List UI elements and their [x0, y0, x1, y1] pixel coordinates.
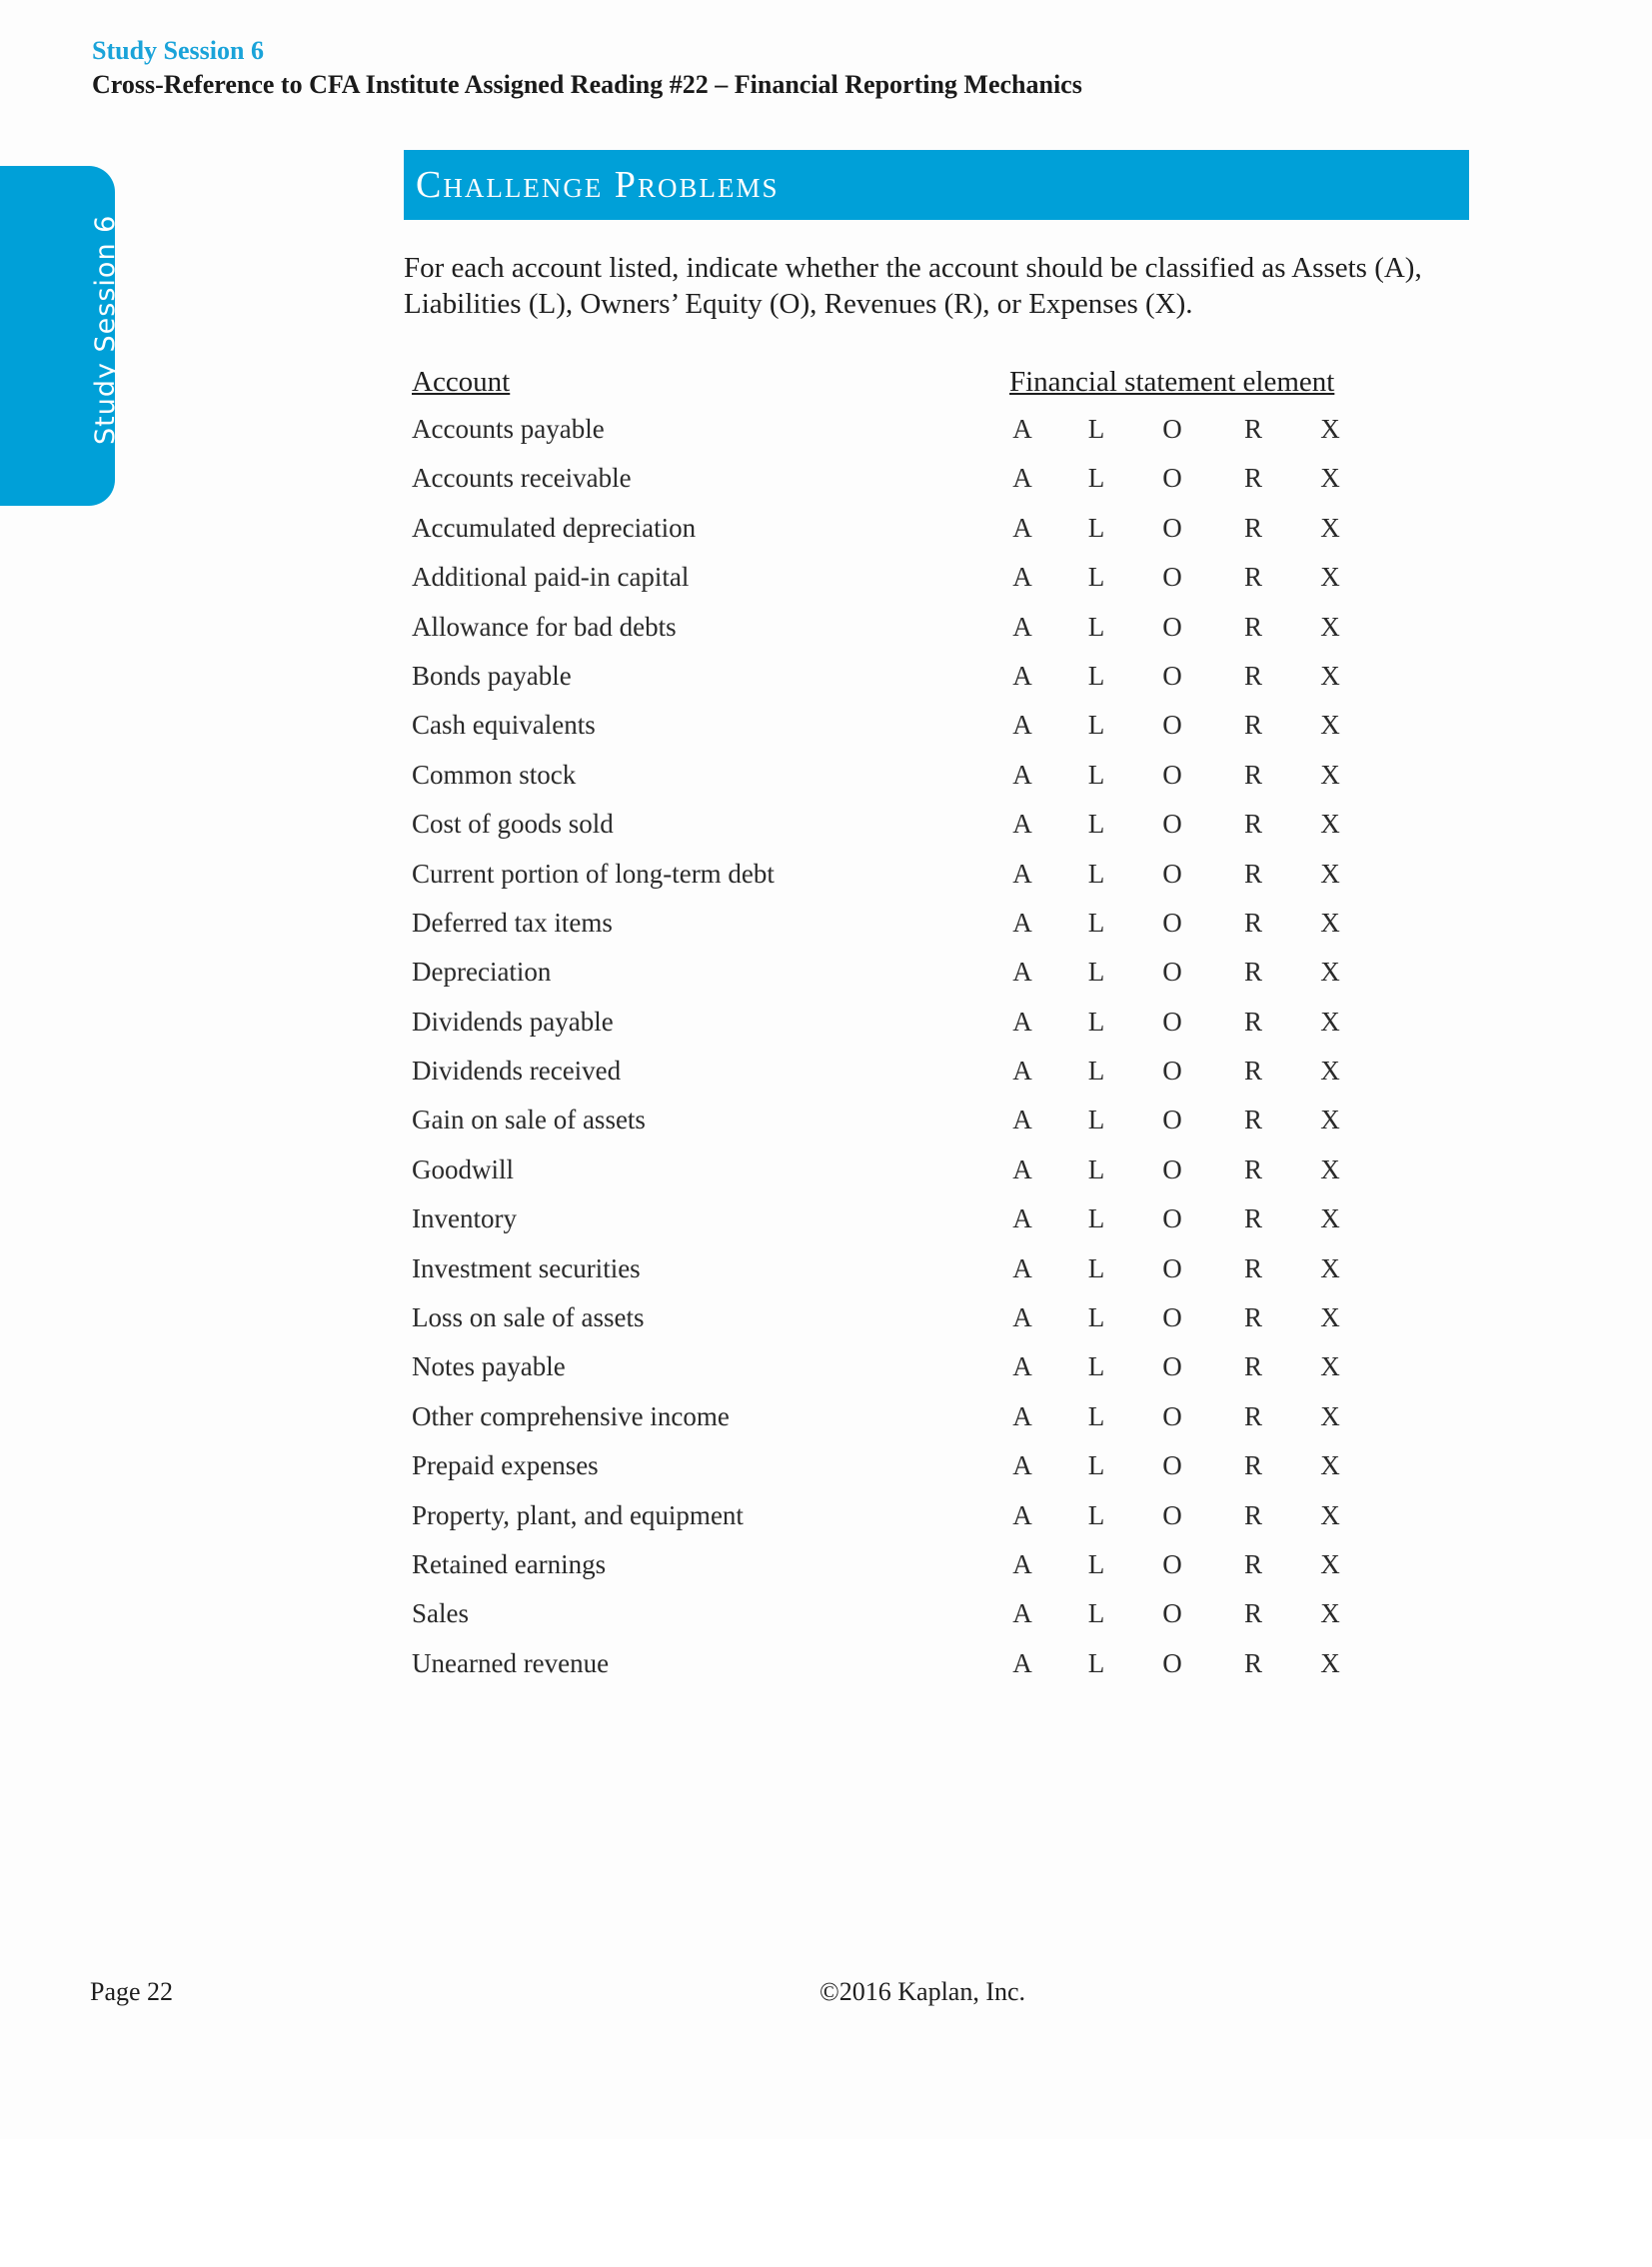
option-x[interactable]: X [1320, 1302, 1340, 1333]
option-o[interactable]: O [1162, 710, 1182, 741]
option-o[interactable]: O [1162, 562, 1182, 593]
account-row [0, 1050, 1652, 1099]
option-r[interactable]: R [1243, 1203, 1262, 1234]
option-l[interactable]: L [1087, 1056, 1105, 1087]
option-x[interactable]: X [1320, 414, 1340, 444]
option-a[interactable]: A [1012, 1351, 1032, 1382]
option-x[interactable]: X [1320, 562, 1340, 593]
account-name: Accounts receivable [412, 463, 632, 494]
instructions-paragraph: For each account listed, indicate whether the account should be classified as Assets (A), Liabilities (L), Owners’ Equity (O), Revenues (R), or Expenses (X). [404, 252, 1422, 320]
account-name: Gain on sale of assets [412, 1105, 646, 1135]
copyright: ©2016 Kaplan, Inc. [820, 1977, 1026, 2006]
option-o[interactable]: O [1162, 1548, 1182, 1579]
option-x[interactable]: X [1320, 1647, 1340, 1678]
option-x[interactable]: X [1320, 1203, 1340, 1234]
option-o[interactable]: O [1162, 1351, 1182, 1382]
option-a[interactable]: A [1012, 809, 1032, 840]
option-a[interactable]: A [1012, 1252, 1032, 1283]
option-a[interactable]: A [1012, 1450, 1032, 1481]
option-r[interactable]: R [1243, 611, 1262, 642]
account-row [0, 408, 1652, 457]
option-l[interactable]: L [1087, 611, 1105, 642]
option-l[interactable]: L [1087, 1598, 1105, 1629]
option-a[interactable]: A [1012, 1302, 1032, 1333]
account-row [0, 951, 1652, 1000]
account-name: Investment securities [412, 1252, 641, 1283]
option-r[interactable]: R [1243, 1351, 1262, 1382]
option-l[interactable]: L [1087, 1153, 1105, 1184]
account-row [0, 1494, 1652, 1543]
option-x[interactable]: X [1320, 1499, 1340, 1530]
option-o[interactable]: O [1162, 1153, 1182, 1184]
account-row [0, 1642, 1652, 1691]
option-r[interactable]: R [1243, 1548, 1262, 1579]
account-row [0, 457, 1652, 506]
option-l[interactable]: L [1087, 1499, 1105, 1530]
account-name: Depreciation [412, 957, 552, 988]
option-l[interactable]: L [1087, 1351, 1105, 1382]
account-name: Bonds payable [412, 660, 572, 691]
option-x[interactable]: X [1320, 957, 1340, 988]
account-row [0, 1001, 1652, 1050]
option-a[interactable]: A [1012, 907, 1032, 938]
account-row [0, 803, 1652, 852]
option-a[interactable]: A [1012, 759, 1032, 790]
account-row [0, 1197, 1652, 1246]
option-a[interactable]: A [1012, 957, 1032, 988]
option-a[interactable]: A [1012, 562, 1032, 593]
option-a[interactable]: A [1012, 414, 1032, 444]
section-title: Challenge Problems [416, 164, 780, 206]
option-a[interactable]: A [1012, 1153, 1032, 1184]
option-o[interactable]: O [1162, 1450, 1182, 1481]
option-l[interactable]: L [1087, 809, 1105, 840]
option-r[interactable]: R [1243, 562, 1262, 593]
option-x[interactable]: X [1320, 1153, 1340, 1184]
account-name: Property, plant, and equipment [412, 1499, 744, 1530]
account-row [0, 1247, 1652, 1296]
account-row [0, 655, 1652, 704]
account-row [0, 1592, 1652, 1641]
account-name: Goodwill [412, 1153, 515, 1184]
option-o[interactable]: O [1162, 660, 1182, 691]
account-name: Inventory [412, 1203, 517, 1234]
option-o[interactable]: O [1162, 957, 1182, 988]
account-name: Prepaid expenses [412, 1450, 599, 1481]
account-name: Dividends payable [412, 1006, 614, 1037]
option-r[interactable]: R [1243, 660, 1262, 691]
option-o[interactable]: O [1162, 463, 1182, 494]
option-l[interactable]: L [1087, 1647, 1105, 1678]
option-x[interactable]: X [1320, 858, 1340, 889]
option-o[interactable]: O [1162, 809, 1182, 840]
account-row [0, 1444, 1652, 1493]
option-a[interactable]: A [1012, 1056, 1032, 1087]
account-name: Notes payable [412, 1351, 566, 1382]
option-x[interactable]: X [1320, 1548, 1340, 1579]
option-a[interactable]: A [1012, 463, 1032, 494]
option-r[interactable]: R [1243, 809, 1262, 840]
option-o[interactable]: O [1162, 1302, 1182, 1333]
account-row [0, 1099, 1652, 1147]
option-r[interactable]: R [1243, 1450, 1262, 1481]
option-o[interactable]: O [1162, 907, 1182, 938]
option-r[interactable]: R [1243, 1499, 1262, 1530]
option-o[interactable]: O [1162, 858, 1182, 889]
option-o[interactable]: O [1162, 1203, 1182, 1234]
page-number: Page 22 [90, 1977, 174, 2006]
account-name: Retained earnings [412, 1548, 607, 1579]
option-a[interactable]: A [1012, 1203, 1032, 1234]
option-r[interactable]: R [1243, 907, 1262, 938]
account-name: Common stock [412, 759, 577, 790]
account-name: Deferred tax items [412, 907, 613, 938]
option-o[interactable]: O [1162, 759, 1182, 790]
option-o[interactable]: O [1162, 1252, 1182, 1283]
account-row [0, 556, 1652, 605]
option-x[interactable]: X [1320, 512, 1340, 543]
account-row [0, 1543, 1652, 1592]
option-l[interactable]: L [1087, 463, 1105, 494]
option-x[interactable]: X [1320, 463, 1340, 494]
option-l[interactable]: L [1087, 1400, 1105, 1431]
account-row [0, 1345, 1652, 1394]
option-x[interactable]: X [1320, 809, 1340, 840]
option-a[interactable]: A [1012, 1647, 1032, 1678]
option-a[interactable]: A [1012, 512, 1032, 543]
option-r[interactable]: R [1243, 1400, 1262, 1431]
option-o[interactable]: O [1162, 1006, 1182, 1037]
option-x[interactable]: X [1320, 1400, 1340, 1431]
option-a[interactable]: A [1012, 611, 1032, 642]
option-l[interactable]: L [1087, 512, 1105, 543]
option-r[interactable]: R [1243, 1598, 1262, 1629]
option-l[interactable]: L [1087, 710, 1105, 741]
option-o[interactable]: O [1162, 1400, 1182, 1431]
option-o[interactable]: O [1162, 512, 1182, 543]
option-o[interactable]: O [1162, 611, 1182, 642]
account-row [0, 704, 1652, 753]
option-r[interactable]: R [1243, 463, 1262, 494]
option-o[interactable]: O [1162, 1056, 1182, 1087]
option-r[interactable]: R [1243, 512, 1262, 543]
account-row [0, 754, 1652, 803]
option-l[interactable]: L [1087, 1252, 1105, 1283]
option-l[interactable]: L [1087, 907, 1105, 938]
option-r[interactable]: R [1243, 1105, 1262, 1135]
account-row [0, 507, 1652, 556]
option-a[interactable]: A [1012, 1598, 1032, 1629]
option-l[interactable]: L [1087, 1548, 1105, 1579]
option-a[interactable]: A [1012, 1548, 1032, 1579]
option-l[interactable]: L [1087, 1006, 1105, 1037]
account-row [0, 1148, 1652, 1197]
option-l[interactable]: L [1087, 759, 1105, 790]
section-banner [404, 150, 1469, 220]
account-name: Unearned revenue [412, 1647, 610, 1678]
option-x[interactable]: X [1320, 907, 1340, 938]
option-r[interactable]: R [1243, 1056, 1262, 1087]
option-x[interactable]: X [1320, 1105, 1340, 1135]
option-a[interactable]: A [1012, 858, 1032, 889]
option-x[interactable]: X [1320, 1351, 1340, 1382]
option-r[interactable]: R [1243, 1153, 1262, 1184]
element-column-header: Financial statement element [1009, 366, 1335, 398]
option-x[interactable]: X [1320, 1252, 1340, 1283]
account-column-header: Account [412, 366, 511, 398]
account-name: Current portion of long-term debt [412, 858, 775, 889]
account-row [0, 902, 1652, 951]
option-r[interactable]: R [1243, 1302, 1262, 1333]
account-row [0, 1296, 1652, 1345]
account-name: Other comprehensive income [412, 1400, 730, 1431]
option-r[interactable]: R [1243, 1647, 1262, 1678]
option-l[interactable]: L [1087, 957, 1105, 988]
option-x[interactable]: X [1320, 660, 1340, 691]
account-row [0, 606, 1652, 655]
option-x[interactable]: X [1320, 1056, 1340, 1087]
option-a[interactable]: A [1012, 660, 1032, 691]
option-l[interactable]: L [1087, 1105, 1105, 1135]
option-r[interactable]: R [1243, 1006, 1262, 1037]
option-r[interactable]: R [1243, 1252, 1262, 1283]
side-tab-label: Study Session 6 [90, 214, 121, 445]
option-r[interactable]: R [1243, 957, 1262, 988]
account-name: Cost of goods sold [412, 809, 614, 840]
account-row [0, 1395, 1652, 1444]
option-l[interactable]: L [1087, 858, 1105, 889]
option-l[interactable]: L [1087, 660, 1105, 691]
option-a[interactable]: A [1012, 1400, 1032, 1431]
option-a[interactable]: A [1012, 1105, 1032, 1135]
header-cross-reference: Cross-Reference to CFA Institute Assigned Reading #22 – Financial Reporting Mechanics [92, 70, 1082, 99]
account-name: Accumulated depreciation [412, 512, 697, 543]
option-x[interactable]: X [1320, 710, 1340, 741]
account-name: Loss on sale of assets [412, 1302, 645, 1333]
option-a[interactable]: A [1012, 1499, 1032, 1530]
option-a[interactable]: A [1012, 710, 1032, 741]
option-o[interactable]: O [1162, 1499, 1182, 1530]
option-l[interactable]: L [1087, 1203, 1105, 1234]
option-x[interactable]: X [1320, 1450, 1340, 1481]
account-name: Sales [412, 1598, 469, 1629]
option-x[interactable]: X [1320, 759, 1340, 790]
account-name: Additional paid-in capital [412, 562, 690, 593]
option-r[interactable]: R [1243, 710, 1262, 741]
option-o[interactable]: O [1162, 1647, 1182, 1678]
option-x[interactable]: X [1320, 1598, 1340, 1629]
option-x[interactable]: X [1320, 611, 1340, 642]
option-o[interactable]: O [1162, 1105, 1182, 1135]
option-l[interactable]: L [1087, 1302, 1105, 1333]
account-name: Dividends received [412, 1056, 622, 1087]
option-l[interactable]: L [1087, 562, 1105, 593]
option-o[interactable]: O [1162, 1598, 1182, 1629]
header-study-session: Study Session 6 [92, 36, 264, 65]
option-x[interactable]: X [1320, 1006, 1340, 1037]
account-name: Accounts payable [412, 414, 605, 444]
option-o[interactable]: O [1162, 414, 1182, 444]
account-name: Allowance for bad debts [412, 611, 677, 642]
option-a[interactable]: A [1012, 1006, 1032, 1037]
account-row [0, 853, 1652, 902]
option-l[interactable]: L [1087, 1450, 1105, 1481]
option-r[interactable]: R [1243, 858, 1262, 889]
account-list [0, 408, 1652, 1691]
account-name: Cash equivalents [412, 710, 596, 741]
option-l[interactable]: L [1087, 414, 1105, 444]
option-r[interactable]: R [1243, 759, 1262, 790]
option-r[interactable]: R [1243, 414, 1262, 444]
